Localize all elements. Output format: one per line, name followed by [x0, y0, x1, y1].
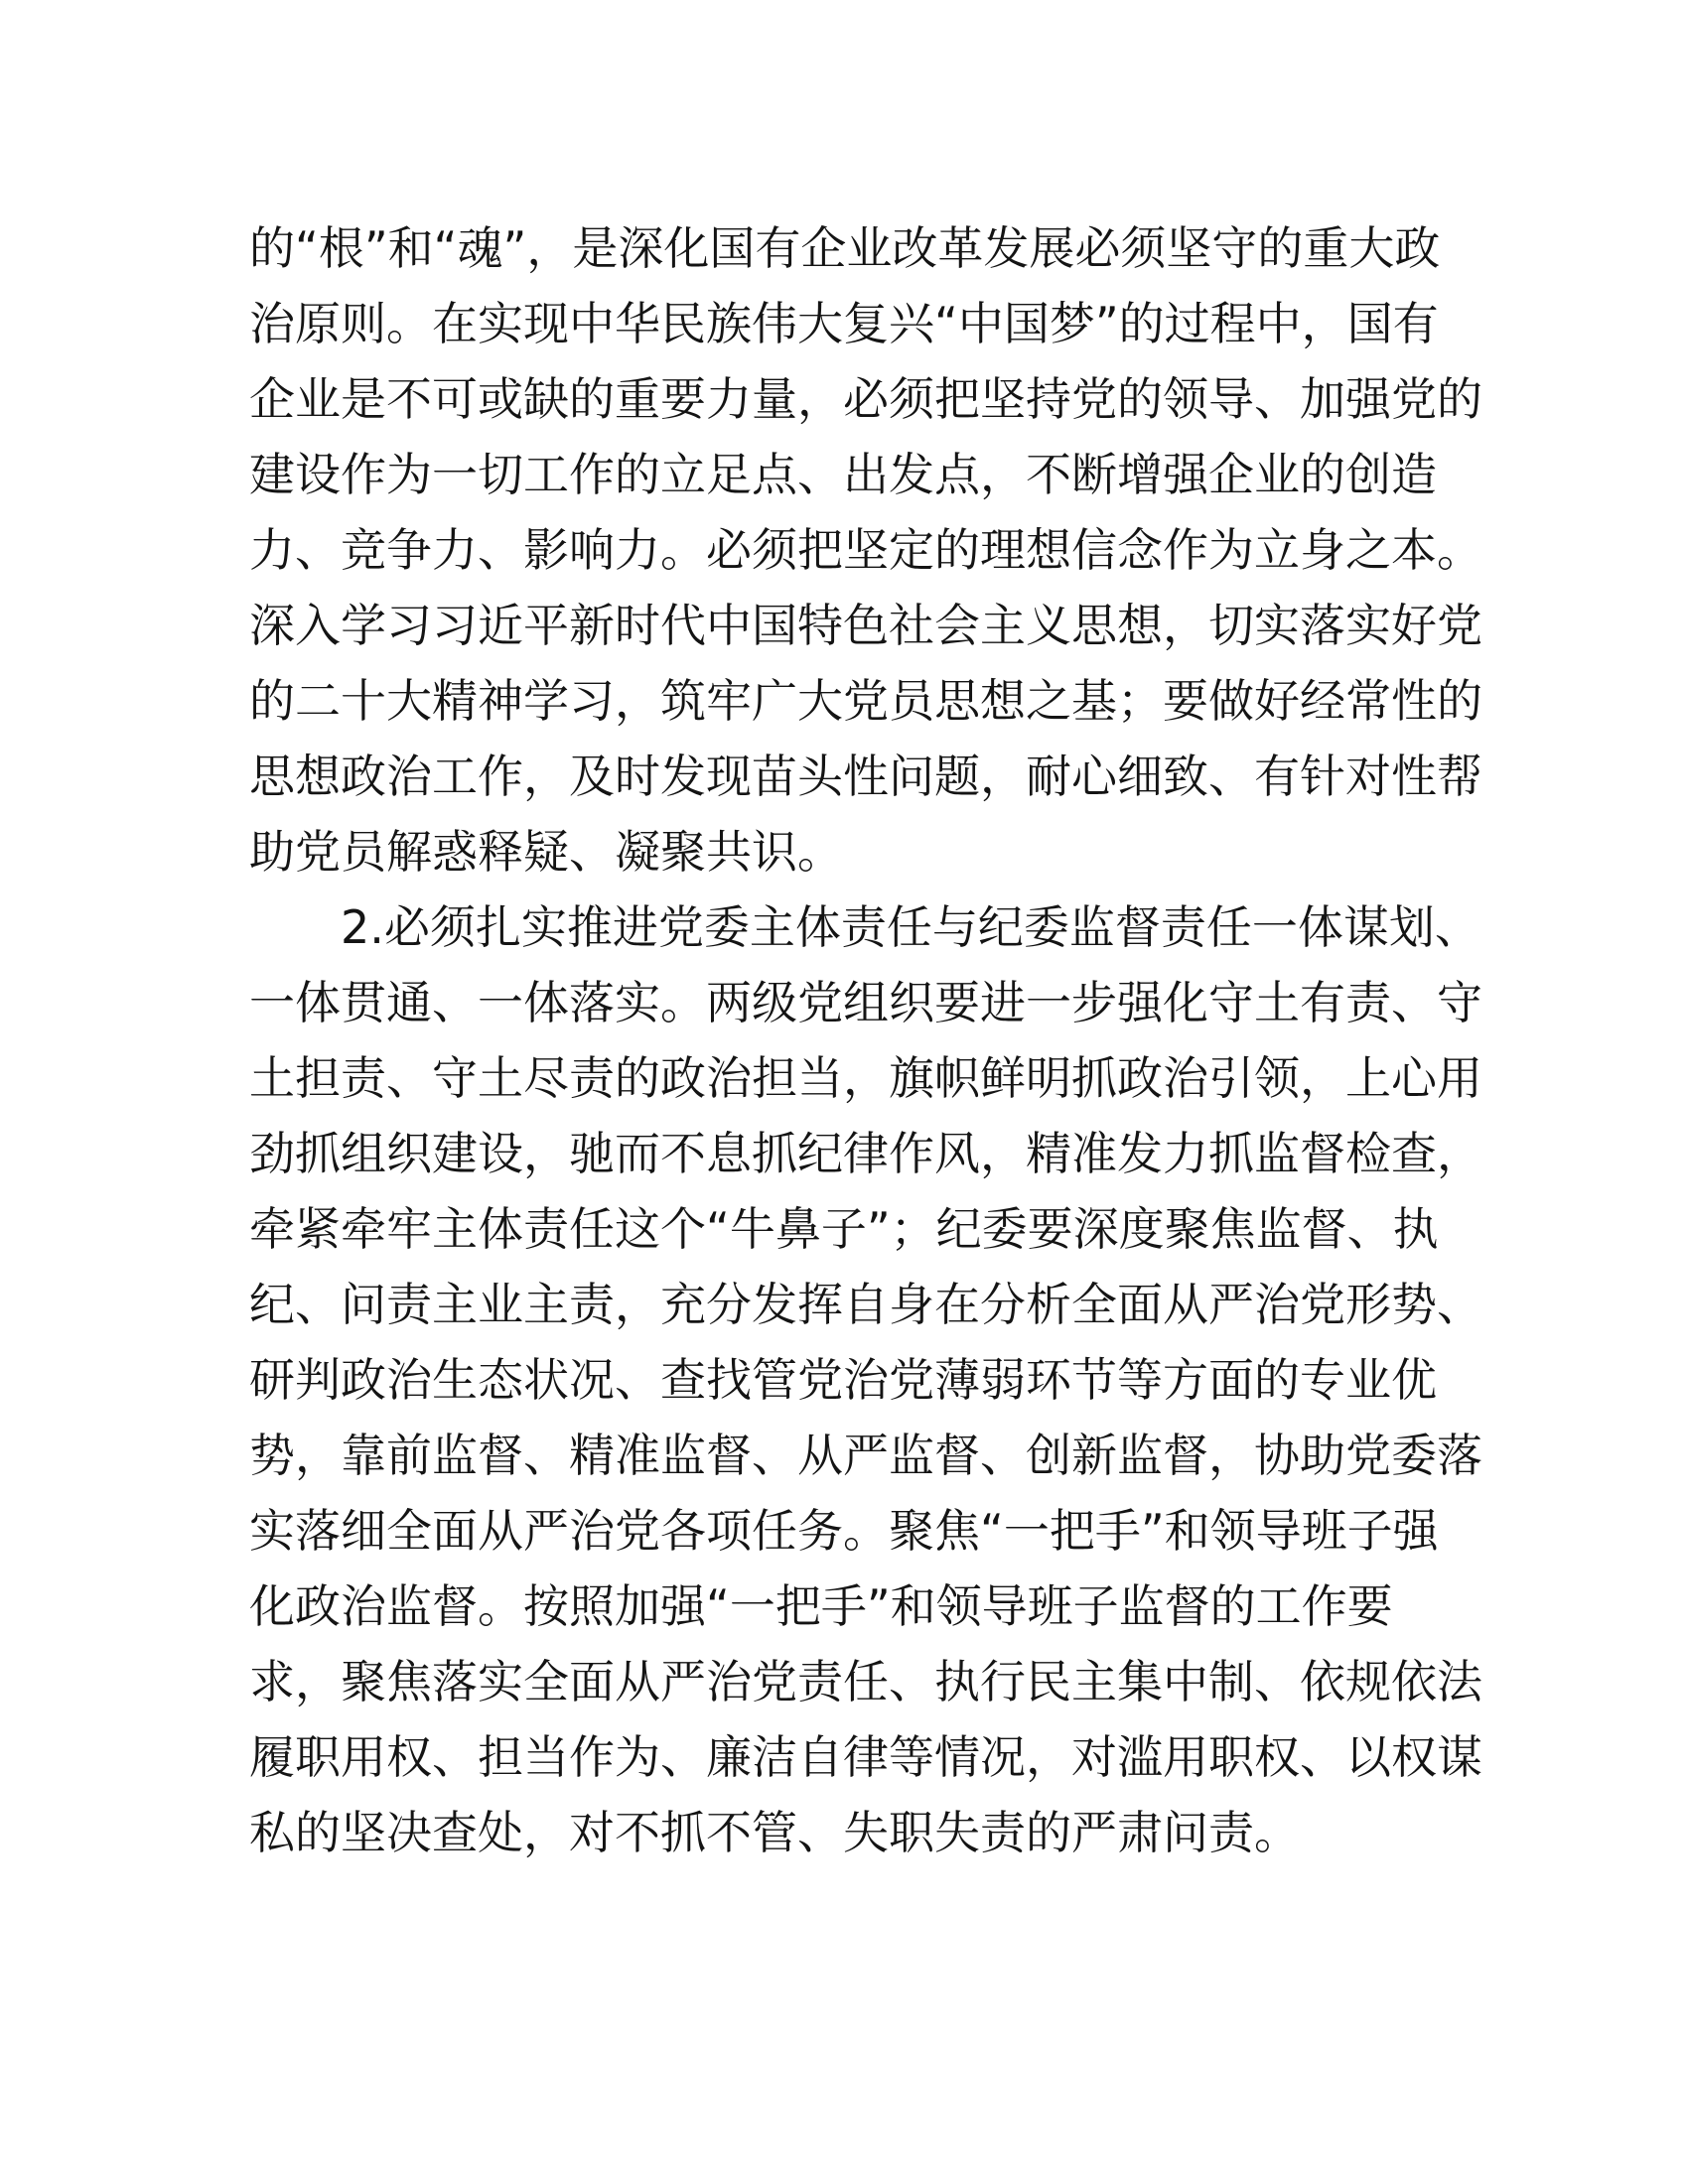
text-line: 土担责、守土尽责的政治担当，旗帜鲜明抓政治引领，上心用 — [249, 1051, 1482, 1105]
text-line: 思想政治工作，及时发现苗头性问题，耐心细致、有针对性帮 — [249, 750, 1482, 803]
text-line: 深入学习习近平新时代中国特色社会主义思想，切实落实好党 — [249, 599, 1482, 652]
text-line: 治原则。在实现中华民族伟大复兴“中国梦”的过程中，国有 — [249, 297, 1439, 350]
text-line: 化政治监督。按照加强“一把手”和领导班子监督的工作要 — [249, 1579, 1393, 1633]
text-line: 一体贯通、一体落实。两级党组织要进一步强化守土有责、守 — [249, 976, 1482, 1029]
text-line: 牵紧牵牢主体责任这个“牛鼻子”；纪委要深度聚焦监督、执 — [249, 1202, 1439, 1256]
text-line: 的二十大精神学习，筑牢广大党员思想之基；要做好经常性的 — [249, 674, 1482, 728]
text-line: 纪、问责主业主责，充分发挥自身在分析全面从严治党形势、 — [249, 1278, 1482, 1331]
text-line: 势，靠前监督、精准监督、从严监督、创新监督，协助党委落 — [249, 1429, 1482, 1482]
text-line: 助党员解惑释疑、凝聚共识。 — [249, 825, 843, 879]
text-line: 力、竞争力、影响力。必须把坚定的理想信念作为立身之本。 — [249, 523, 1482, 577]
text-line: 的“根”和“魂”，是深化国有企业改革发展必须坚守的重大政 — [249, 221, 1441, 275]
text-line: 实落细全面从严治党各项任务。聚焦“一把手”和领导班子强 — [249, 1504, 1439, 1558]
text-line: 履职用权、担当作为、廉洁自律等情况，对滥用职权、以权谋 — [249, 1730, 1482, 1784]
text-line: 研判政治生态状况、查找管党治党薄弱环节等方面的专业优 — [249, 1353, 1437, 1407]
text-line: 私的坚决查处，对不抓不管、失职失责的严肃问责。 — [249, 1806, 1300, 1859]
paragraph-2 — [249, 889, 1482, 1870]
text-line: 2.必须扎实推进党委主体责任与纪委监督责任一体谋划、 — [249, 900, 1480, 954]
text-line: 建设作为一切工作的立足点、出发点，不断增强企业的创造 — [249, 448, 1437, 501]
paragraph-1 — [249, 210, 1482, 889]
body-text — [249, 210, 1482, 1870]
text-line: 企业是不可或缺的重要力量，必须把坚持党的领导、加强党的 — [249, 372, 1482, 426]
text-line: 劲抓组织建设，驰而不息抓纪律作风，精准发力抓监督检查， — [249, 1127, 1482, 1180]
text-line: 求，聚焦落实全面从严治党责任、执行民主集中制、依规依法 — [249, 1655, 1482, 1708]
